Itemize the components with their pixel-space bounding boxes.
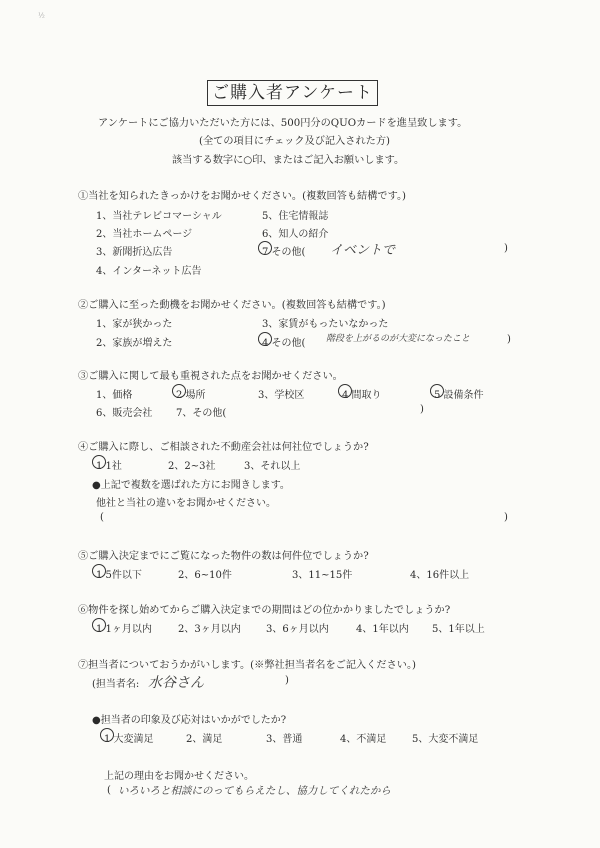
q7-reason-answer[interactable]: いろいろと相談にのってもらえたし、協力してくれたから [118, 785, 391, 797]
q4-question: ④ご購入に際し、ご相談された不動産会社は何社位でしょうか? [78, 442, 369, 453]
q1-selected-circle [258, 241, 272, 255]
q6-option-2[interactable]: 2、3ヶ月以内 [178, 624, 241, 635]
q3-close-paren: ) [420, 404, 424, 415]
q5-option-3[interactable]: 3、11~15件 [292, 570, 353, 581]
q4-option-2[interactable]: 2、2~3社 [168, 461, 216, 472]
intro-line-1: アンケートにご協力いただいた方には、500円分のQUOカードを進呈致します。 [98, 118, 468, 129]
q2-option-4[interactable]: 4 その他( [262, 338, 306, 349]
q4-selected-circle [92, 455, 106, 469]
q7-reason-label: 上記の理由をお聞かせください。 [104, 771, 254, 782]
q5-question: ⑤ご購入決定までにご覧になった物件の数は何件位でしょうか? [78, 551, 369, 562]
q3-question: ③ご購入に関して最も重視された点をお聞かせください。 [78, 371, 343, 382]
q6-option-4[interactable]: 4、1年以内 [356, 624, 409, 635]
q7-question: ⑦担当者についておうかがいします。(※弊社担当者名をご記入ください。) [78, 660, 417, 671]
q1-option-3[interactable]: 3、新聞折込広告 [96, 247, 173, 258]
q6-question: ⑥物件を探し始めてからご購入決定までの期間はどの位かかりましたでしょうか? [78, 605, 451, 616]
q2-selected-circle [258, 332, 272, 346]
q1-option-5[interactable]: 5、住宅情報誌 [262, 211, 329, 222]
q2-option-2[interactable]: 2、家族が増えた [96, 338, 173, 349]
q7-reason-open-paren: ( [107, 785, 111, 796]
q7-option-2[interactable]: 2、満足 [186, 734, 223, 745]
q1-option-1[interactable]: 1、当社テレビコマーシャル [96, 211, 222, 222]
q1-close-paren: ) [504, 243, 508, 254]
q1-option-4[interactable]: 4、インターネット広告 [96, 266, 202, 277]
q3-option-5[interactable]: 5 設備条件 [434, 390, 484, 401]
q1-other-answer[interactable]: イベントで [330, 243, 396, 258]
q7-option-5[interactable]: 5、大変不満足 [412, 734, 479, 745]
q6-option-5[interactable]: 5、1年以上 [432, 624, 485, 635]
q7-staff-label: (担当者名: [92, 679, 140, 690]
q3-option-1[interactable]: 1、価格 [96, 390, 133, 401]
q3-selected-circle-5 [430, 384, 444, 398]
q1-question: ①当社を知られたきっかけをお聞かせください。(複数回答も結構です。) [78, 191, 407, 202]
q3-selected-circle-2 [172, 384, 186, 398]
q3-option-3[interactable]: 3、学校区 [258, 390, 305, 401]
q4-sub-prompt-2: 他社と当社の違いをお聞かせください。 [96, 498, 276, 509]
corner-mark: ½ [38, 12, 45, 20]
q2-question: ②ご購入に至った動機をお聞かせください。(複数回答も結構です。) [78, 300, 386, 311]
q6-selected-circle [92, 618, 106, 632]
q4-option-3[interactable]: 3、それ以上 [244, 461, 301, 472]
q7-staff-name[interactable]: 水谷さん [148, 675, 204, 691]
q3-option-2[interactable]: 2 場所 [176, 390, 206, 401]
q4-option-1[interactable]: 1 1社 [96, 461, 122, 472]
q7-sub-prompt: ●担当者の印象及び応対はいかがでしたか? [92, 715, 287, 726]
q7-close-paren: ) [285, 675, 289, 686]
q7-option-1[interactable]: 1 大変満足 [104, 734, 154, 745]
q5-option-1[interactable]: 1 5件以下 [96, 570, 142, 581]
q4-open-paren: ( [100, 512, 104, 523]
q5-selected-circle [92, 564, 106, 578]
q3-option-7[interactable]: 7、その他( [176, 408, 227, 419]
q7-selected-circle [100, 728, 114, 742]
q7-option-3[interactable]: 3、普通 [266, 734, 303, 745]
q1-option-7[interactable]: 7 その他( [262, 247, 306, 258]
q2-option-3[interactable]: 3、家賃がもったいなかった [262, 319, 389, 330]
q3-selected-circle-4 [338, 384, 352, 398]
q7-option-4[interactable]: 4、不満足 [340, 734, 387, 745]
q4-sub-prompt-1: ●上記で複数を選ばれた方にお聞きします。 [92, 480, 290, 491]
q5-option-4[interactable]: 4、16件以上 [410, 570, 470, 581]
intro-line-2: (全ての項目にチェック及び記入された方) [199, 136, 391, 147]
q6-option-3[interactable]: 3、6ヶ月以内 [266, 624, 329, 635]
q2-other-answer[interactable]: 階段を上がるのが大変になったこと [326, 334, 471, 344]
q1-option-2[interactable]: 2、当社ホームページ [96, 229, 193, 240]
q5-option-2[interactable]: 2、6~10件 [178, 570, 232, 581]
q4-close-paren: ) [504, 512, 508, 523]
q3-option-6[interactable]: 6、販売会社 [96, 408, 153, 419]
q6-option-1[interactable]: 1 1ヶ月以内 [96, 624, 152, 635]
q2-close-paren: ) [507, 334, 511, 345]
survey-title: ご購入者アンケート [207, 80, 378, 106]
q1-option-6[interactable]: 6、知人の紹介 [262, 229, 329, 240]
q3-option-4[interactable]: 4 間取り [342, 390, 382, 401]
intro-line-3: 該当する数字に○印、またはご記入お願いします。 [172, 155, 405, 166]
q2-option-1[interactable]: 1、家が狭かった [96, 319, 173, 330]
